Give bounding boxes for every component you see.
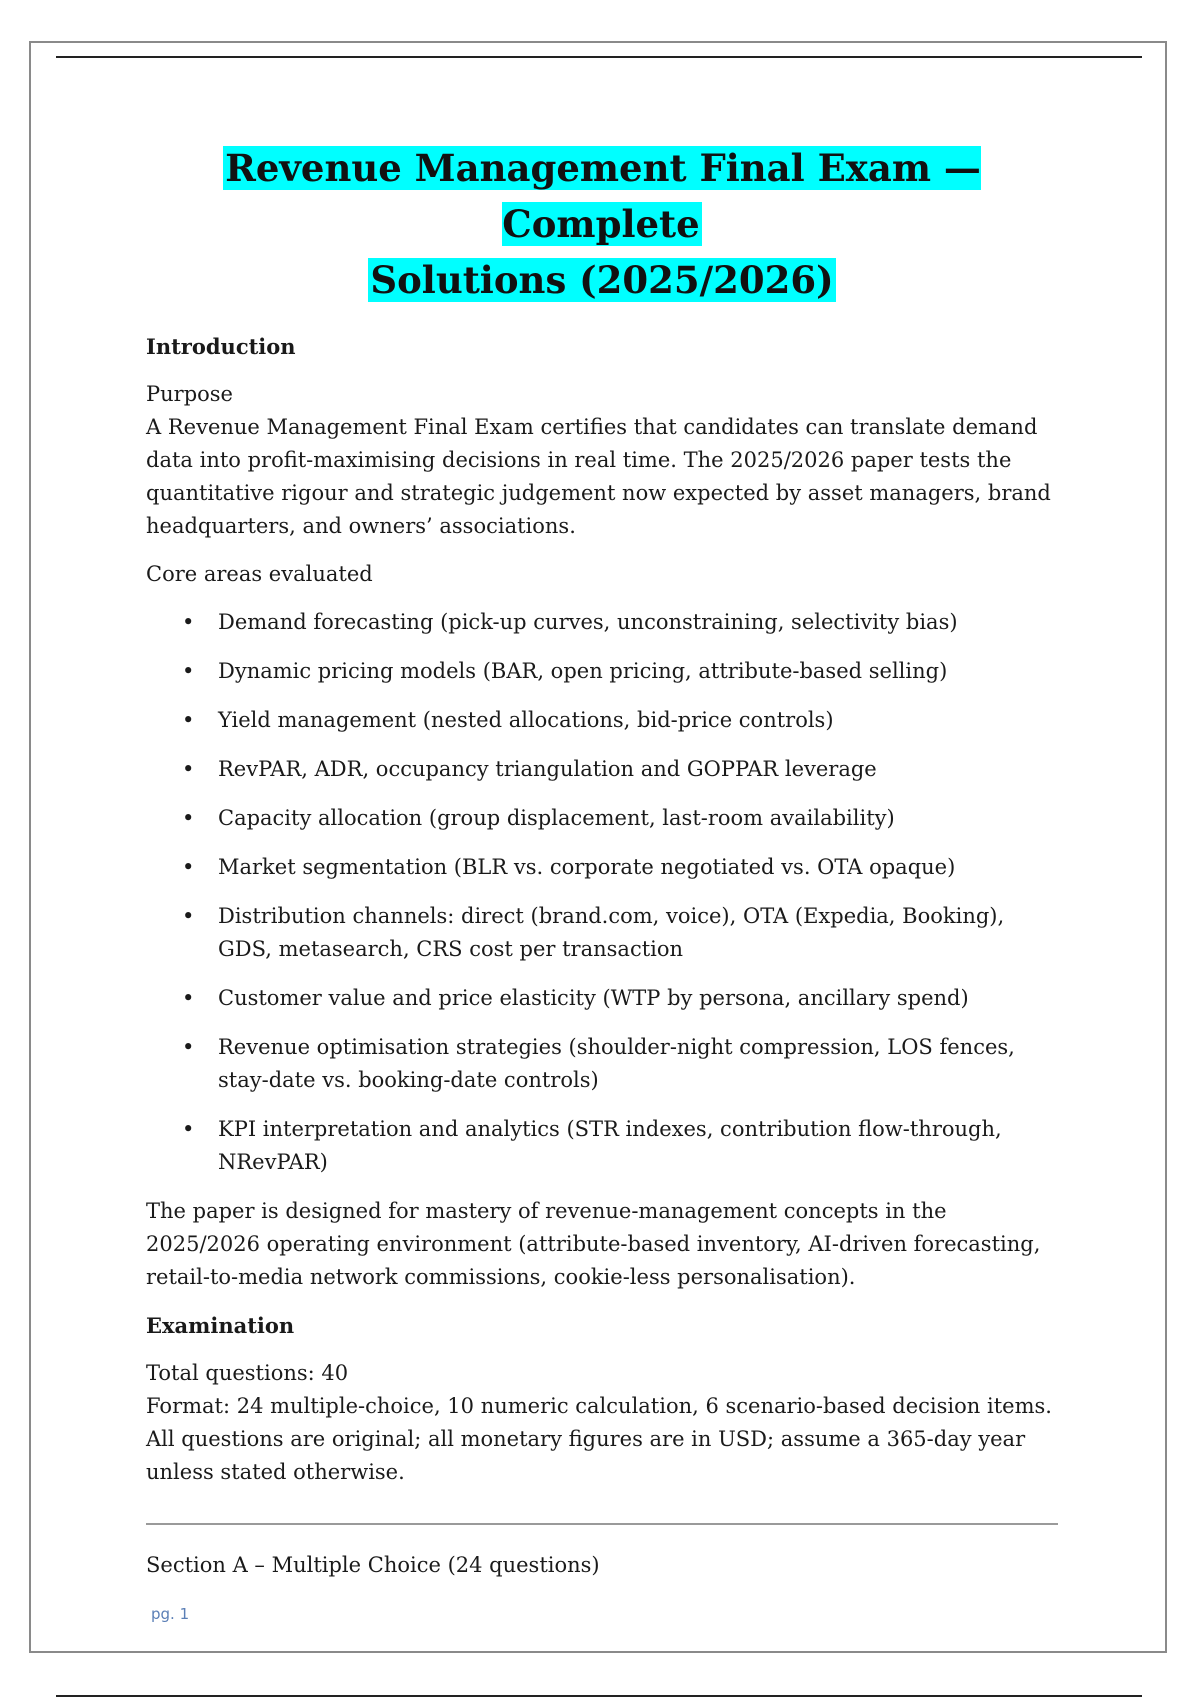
- list-item: [146, 753, 1058, 786]
- list-item-text: Distribution channels: direct (brand.com, voice), OTA (Expedia, Booking), GDS, metasearch, CRS cost per transaction: [218, 904, 1005, 961]
- total-questions: Total questions: 40: [146, 1361, 349, 1385]
- list-item-text: Customer value and price elasticity (WTP by persona, ancillary spend): [218, 986, 969, 1010]
- list-item-text: Demand forecasting (pick-up curves, unconstraining, selectivity bias): [218, 610, 958, 634]
- exam-format: Format: 24 multiple-choice, 10 numeric calculation, 6 scenario-based decision items.: [146, 1394, 1052, 1418]
- list-item: [146, 982, 1058, 1015]
- bullet-icon: •: [182, 806, 195, 830]
- core-areas-list: [146, 606, 1058, 1179]
- bullet-icon: •: [182, 757, 195, 781]
- list-item: [146, 655, 1058, 688]
- exam-heading: Examination: [146, 1313, 295, 1338]
- document-body: [146, 140, 1058, 1597]
- intro-closing: The paper is designed for mastery of revenue-management concepts in the 2025/2026 operating environment (attribute-based inventory, AI-driven forecasting, retail-to-media network commissions, cookie-less personalisation).: [146, 1199, 1041, 1289]
- list-item-text: Dynamic pricing models (BAR, open pricing, attribute-based selling): [218, 659, 948, 683]
- footer-rule: [56, 1695, 1142, 1697]
- purpose-block: [146, 378, 1058, 543]
- list-item: [146, 606, 1058, 639]
- list-item-text: Capacity allocation (group displacement, last-room availability): [218, 806, 895, 830]
- purpose-label: Purpose: [146, 382, 233, 406]
- page-number: pg. 1: [151, 1605, 190, 1623]
- title-line-2: Solutions (2025/2026): [370, 258, 834, 302]
- bullet-icon: •: [182, 1117, 195, 1141]
- bullet-icon: •: [182, 904, 195, 928]
- document-title: [146, 140, 1058, 308]
- bullet-icon: •: [182, 708, 195, 732]
- section-a-heading: Section A – Multiple Choice (24 questions): [146, 1553, 600, 1577]
- list-item: [146, 1031, 1058, 1097]
- exam-details: [146, 1357, 1058, 1489]
- bullet-icon: •: [182, 986, 195, 1010]
- bullet-icon: •: [182, 659, 195, 683]
- purpose-text: A Revenue Management Final Exam certifies that candidates can translate demand data into profit-maximising decisions in real time. The 2025/2026 paper tests the quantitative rigour and strategic judgement now expected by asset managers, brand headquarters, and owners’ associations.: [146, 415, 1051, 538]
- bullet-icon: •: [182, 1035, 195, 1059]
- intro-heading: Introduction: [146, 334, 296, 359]
- header-rule: [56, 56, 1142, 58]
- list-item-text: Yield management (nested allocations, bid-price controls): [218, 708, 834, 732]
- list-item: [146, 802, 1058, 835]
- list-item-text: RevPAR, ADR, occupancy triangulation and GOPPAR leverage: [218, 757, 877, 781]
- list-item-text: Market segmentation (BLR vs. corporate negotiated vs. OTA opaque): [218, 855, 956, 879]
- list-item-text: Revenue optimisation strategies (shoulder-night compression, LOS fences, stay-date vs. booking-date controls): [218, 1035, 1015, 1092]
- list-item: [146, 900, 1058, 966]
- title-line-1: Revenue Management Final Exam — Complete: [225, 146, 981, 246]
- section-divider: [146, 1523, 1058, 1525]
- list-item: [146, 851, 1058, 884]
- bullet-icon: •: [182, 855, 195, 879]
- list-item: [146, 704, 1058, 737]
- list-item: [146, 1113, 1058, 1179]
- core-areas-label: Core areas evaluated: [146, 562, 373, 586]
- bullet-icon: •: [182, 610, 195, 634]
- exam-note: All questions are original; all monetary figures are in USD; assume a 365-day year unless stated otherwise.: [146, 1427, 1026, 1484]
- list-item-text: KPI interpretation and analytics (STR indexes, contribution flow-through, NRevPAR): [218, 1117, 1002, 1174]
